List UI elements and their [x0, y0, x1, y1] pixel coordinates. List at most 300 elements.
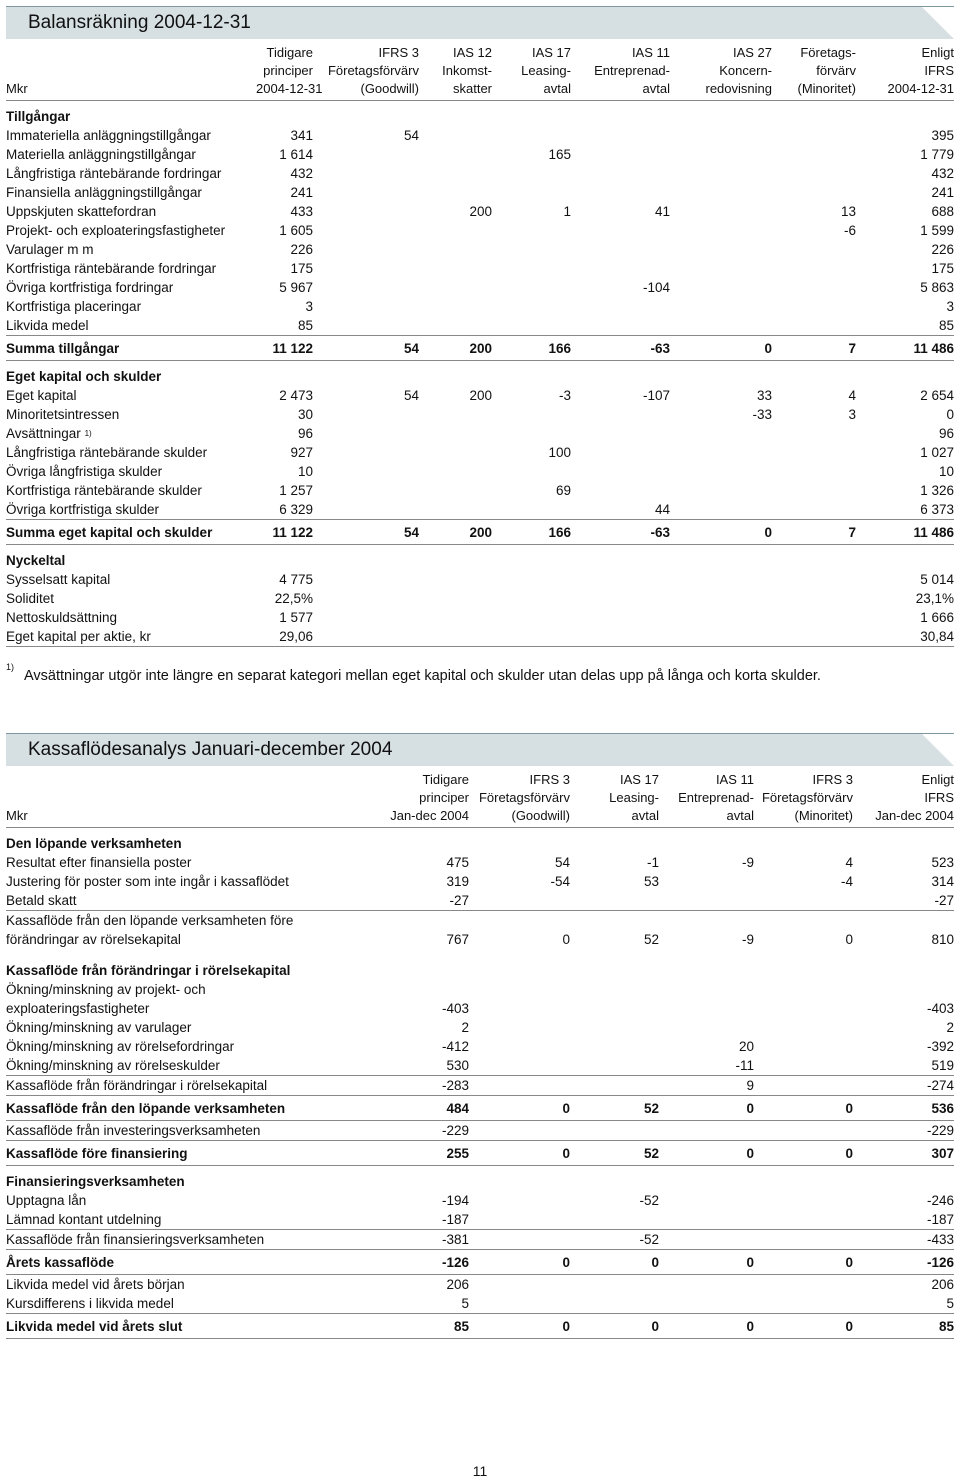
cell-value-text: 688: [931, 204, 954, 219]
row-label: [6, 424, 256, 443]
cell-value: [469, 1037, 570, 1056]
table-row: [6, 278, 954, 297]
cell-value: [336, 1018, 469, 1037]
cell-value: [571, 500, 670, 520]
cell-value: [856, 278, 954, 297]
cell-value: [492, 608, 571, 627]
cell-value-text: 100: [548, 445, 571, 460]
cell-value: [419, 520, 492, 545]
cell-value: [256, 627, 313, 647]
cell-value: [670, 259, 772, 278]
footnote-text: Avsättningar utgör inte längre en separat kategori mellan eget kapital och skulder utan delas upp på långa och korta skulder.: [24, 667, 821, 684]
row-label: [6, 1018, 336, 1037]
column-header: Företagsförvärv: [761, 790, 853, 805]
cell-value: [492, 570, 571, 589]
cell-value: [256, 608, 313, 627]
cell-value: [670, 126, 772, 145]
cell-value-text: 519: [931, 1058, 954, 1073]
cell-value: [670, 627, 772, 647]
column-header: Inkomst-: [442, 63, 492, 78]
column-header: IAS 27: [732, 45, 772, 60]
cell-value-text: 0: [845, 1146, 853, 1161]
table-row: [6, 405, 954, 424]
column-header: Mkr: [6, 80, 256, 101]
cell-value: [469, 1314, 570, 1339]
row-label: [6, 1191, 336, 1210]
cell-value: [856, 424, 954, 443]
row-label: [6, 627, 256, 647]
cell-value: [772, 361, 856, 387]
cell-value-text: -54: [550, 874, 570, 889]
cell-value: [853, 1250, 954, 1275]
cell-value: [336, 999, 469, 1018]
cell-value-text: 29,06: [279, 629, 313, 644]
row-label: [6, 101, 256, 127]
balance-sheet-title: Balansräkning 2004-12-31: [28, 12, 251, 33]
row-label-text: Kursdifferens i likvida medel: [6, 1296, 174, 1311]
cell-value: [336, 1096, 469, 1121]
cell-value: [772, 608, 856, 627]
cell-value: [670, 316, 772, 336]
cell-value-text: 0: [845, 1101, 853, 1116]
cell-value-text: -194: [441, 1193, 469, 1208]
cell-value: [856, 126, 954, 145]
cell-value: [256, 240, 313, 259]
table-row: [6, 627, 954, 647]
cell-value-text: -283: [441, 1078, 469, 1093]
cell-value: [570, 955, 659, 980]
cell-value-text: 0: [746, 1255, 754, 1270]
cell-value-text: 54: [554, 855, 570, 870]
cell-value: [659, 1037, 754, 1056]
cell-value: [571, 126, 670, 145]
cell-value: [670, 145, 772, 164]
column-header: 2004-12-31: [856, 80, 954, 101]
cell-value: [256, 278, 313, 297]
cell-value-text: 30: [297, 407, 313, 422]
cell-value: [659, 1210, 754, 1230]
cell-value: [570, 1141, 659, 1166]
cell-value-text: -126: [926, 1255, 954, 1270]
row-label: [6, 164, 256, 183]
cell-value: [492, 316, 571, 336]
cell-value: [856, 608, 954, 627]
cell-value-text: 54: [403, 525, 419, 540]
cell-value: [570, 980, 659, 999]
row-label: [6, 1314, 336, 1339]
title-corner-cut: [922, 7, 954, 39]
cell-value-text: 52: [643, 1101, 659, 1116]
cell-value-text: -52: [639, 1232, 659, 1247]
row-label: [6, 1037, 336, 1056]
cell-value: [659, 1018, 754, 1037]
cell-value-text: 395: [931, 128, 954, 143]
cell-value: [492, 386, 571, 405]
cell-value: [853, 1166, 954, 1192]
cell-value: [571, 520, 670, 545]
cell-value-text: 200: [469, 204, 492, 219]
cell-value: [570, 1230, 659, 1250]
cell-value-text: 433: [290, 204, 313, 219]
cell-value: [492, 101, 571, 127]
row-label-text: Kortfristiga placeringar: [6, 299, 142, 314]
cell-value: [772, 101, 856, 127]
cell-value: [313, 316, 419, 336]
cell-value: [571, 164, 670, 183]
cashflow-section: [6, 733, 954, 1339]
cell-value: [336, 891, 469, 911]
cell-value: [670, 520, 772, 545]
row-label-text: Likvida medel vid årets början: [6, 1277, 185, 1292]
cell-value: [256, 164, 313, 183]
row-label-text: Materiella anläggningstillgångar: [6, 147, 196, 162]
table-row: [6, 999, 954, 1018]
cell-value: [853, 1037, 954, 1056]
column-header: avtal: [659, 807, 754, 828]
column-header: Företagsförvärv: [327, 63, 419, 78]
table-row: [6, 240, 954, 259]
cell-value-text: 484: [446, 1101, 469, 1116]
cell-value: [256, 221, 313, 240]
cell-value-text: 22,5%: [274, 591, 313, 606]
row-label: [6, 1250, 336, 1275]
row-label: [6, 1056, 336, 1076]
cell-value: [659, 1250, 754, 1275]
cell-value: [772, 278, 856, 297]
column-header: principer: [263, 63, 313, 78]
cell-value: [856, 443, 954, 462]
cell-value-text: 7: [848, 525, 856, 540]
cell-value: [492, 589, 571, 608]
cell-value-text: -27: [934, 893, 954, 908]
cell-value-text: 85: [938, 318, 954, 333]
cell-value: [336, 955, 469, 980]
cell-value-text: 206: [931, 1277, 954, 1292]
column-header: Tidigare: [266, 45, 313, 60]
cell-value: [571, 386, 670, 405]
cell-value: [659, 828, 754, 854]
cell-value: [853, 891, 954, 911]
cell-value: [772, 126, 856, 145]
cell-value: [856, 570, 954, 589]
cell-value: [659, 999, 754, 1018]
table-row: [6, 930, 954, 949]
header-row: [6, 80, 954, 101]
table-row: [6, 980, 954, 999]
cell-value-text: 165: [548, 147, 571, 162]
cell-value: [313, 386, 419, 405]
cell-value: [659, 1191, 754, 1210]
cell-value: [754, 999, 853, 1018]
cashflow-title: Kassaflödesanalys Januari-december 2004: [28, 739, 393, 760]
table-row: [6, 853, 954, 872]
cell-value: [571, 570, 670, 589]
cell-value: [336, 1056, 469, 1076]
cell-value: [670, 443, 772, 462]
cell-value-text: -381: [441, 1232, 469, 1247]
cell-value: [570, 1191, 659, 1210]
cell-value: [670, 240, 772, 259]
cell-value-text: -3: [558, 388, 571, 403]
table-row: [6, 1275, 954, 1295]
row-label-text: Projekt- och exploateringsfastigheter: [6, 223, 226, 238]
cell-value: [659, 1166, 754, 1192]
row-label: [6, 297, 256, 316]
row-label: [6, 1096, 336, 1121]
cell-value: [419, 145, 492, 164]
cell-value: [492, 164, 571, 183]
cell-value: [772, 386, 856, 405]
header-row: [6, 789, 954, 807]
table-row: [6, 608, 954, 627]
column-header: avtal: [571, 80, 670, 101]
cell-value: [419, 240, 492, 259]
table-row: [6, 481, 954, 500]
cell-value: [492, 297, 571, 316]
cell-value: [571, 183, 670, 202]
cell-value: [772, 336, 856, 361]
cell-value-text: 200: [469, 525, 492, 540]
cell-value: [670, 202, 772, 221]
cell-value-text: 10: [938, 464, 954, 479]
cell-value: [492, 500, 571, 520]
cell-value-text: 523: [931, 855, 954, 870]
cell-value: [492, 278, 571, 297]
column-header: Företagsförvärv: [478, 790, 570, 805]
cell-value-text: 1 599: [920, 223, 954, 238]
row-label: [6, 1166, 336, 1192]
cell-value: [772, 202, 856, 221]
cell-value: [570, 1314, 659, 1339]
total-row: [6, 1250, 954, 1275]
column-header: avtal: [570, 807, 659, 828]
row-label: [6, 1076, 336, 1096]
cell-value-text: 9: [746, 1078, 754, 1093]
row-label: [6, 1230, 336, 1250]
cell-value: [336, 1166, 469, 1192]
row-label: [6, 570, 256, 589]
cell-value: [336, 980, 469, 999]
row-label-text: Likvida medel vid årets slut: [6, 1319, 183, 1334]
cell-value-text: 810: [931, 932, 954, 947]
cell-value: [313, 627, 419, 647]
cell-value: [469, 1096, 570, 1121]
cell-value: [571, 361, 670, 387]
cell-value: [670, 101, 772, 127]
cell-value-text: 0: [746, 1146, 754, 1161]
cell-value: [754, 1056, 853, 1076]
cell-value-text: 2 654: [920, 388, 954, 403]
row-label: [6, 828, 336, 854]
cell-value-text: 1 605: [279, 223, 313, 238]
category-row: [6, 361, 954, 387]
cell-value-text: 5: [461, 1296, 469, 1311]
cell-value: [570, 872, 659, 891]
row-label-text: Långfristiga räntebärande skulder: [6, 445, 208, 460]
cell-value-text: 166: [548, 525, 571, 540]
row-label: [6, 980, 336, 999]
cell-value: [492, 424, 571, 443]
cell-value-text: 0: [746, 1101, 754, 1116]
cell-value: [772, 443, 856, 462]
cell-value: [772, 164, 856, 183]
cell-value: [754, 980, 853, 999]
cell-value: [754, 1076, 853, 1096]
cell-value: [754, 1230, 853, 1250]
cell-value-text: 314: [931, 874, 954, 889]
row-label-text: Uppskjuten skattefordran: [6, 204, 157, 219]
cell-value: [853, 872, 954, 891]
cell-value-text: 3: [946, 299, 954, 314]
cell-value-text: 5 014: [920, 572, 954, 587]
cell-value: [754, 1141, 853, 1166]
cell-value-text: -63: [650, 341, 670, 356]
cell-value: [571, 462, 670, 481]
cell-value: [419, 221, 492, 240]
cell-value: [336, 911, 469, 931]
cell-value-text: -6: [843, 223, 856, 238]
cell-value: [492, 336, 571, 361]
row-label: [6, 278, 256, 297]
cell-value: [772, 627, 856, 647]
cell-value: [256, 424, 313, 443]
cell-value: [469, 1250, 570, 1275]
cell-value: [659, 955, 754, 980]
cell-value-text: -104: [642, 280, 670, 295]
cell-value-text: 2: [946, 1020, 954, 1035]
balance-footnote: [6, 662, 954, 684]
cell-value: [659, 1141, 754, 1166]
cell-value: [754, 828, 853, 854]
cell-value: [570, 1275, 659, 1295]
table-row: [6, 145, 954, 164]
row-label: [6, 443, 256, 462]
column-header: [6, 789, 336, 807]
cell-value: [570, 1166, 659, 1192]
cell-value-text: 54: [403, 341, 419, 356]
cell-value: [659, 853, 754, 872]
cell-value: [853, 1056, 954, 1076]
cell-value: [256, 259, 313, 278]
cell-value: [853, 1141, 954, 1166]
cell-value: [469, 828, 570, 854]
cell-value-text: 1 326: [920, 483, 954, 498]
cell-value-text: 0: [845, 932, 853, 947]
cell-value: [492, 361, 571, 387]
column-header: IFRS 3: [529, 772, 570, 787]
cell-value-text: 11 122: [272, 525, 313, 540]
column-header: Enligt: [921, 772, 954, 787]
cell-value-text: 3: [305, 299, 313, 314]
cell-value-text: 200: [469, 388, 492, 403]
cell-value: [570, 1250, 659, 1275]
cell-value-text: 0: [651, 1319, 659, 1334]
cell-value: [419, 481, 492, 500]
cell-value-text: 23,1%: [915, 591, 954, 606]
row-label: [6, 911, 336, 931]
column-header: IAS 12: [452, 45, 492, 60]
cell-value: [853, 1294, 954, 1314]
cell-value: [754, 955, 853, 980]
table-row: [6, 259, 954, 278]
column-header: 2004-12-31: [256, 80, 313, 101]
cell-value: [313, 221, 419, 240]
cell-value: [772, 589, 856, 608]
row-label-text: Soliditet: [6, 591, 55, 606]
row-label: [6, 520, 256, 545]
cell-value: [313, 145, 419, 164]
category-row: [6, 545, 954, 571]
row-label: [6, 1121, 336, 1141]
cell-value-text: -187: [441, 1212, 469, 1227]
cell-value-text: 206: [446, 1277, 469, 1292]
subtotal-row: [6, 1076, 954, 1096]
row-label: [6, 145, 256, 164]
cell-value-text: 175: [931, 261, 954, 276]
cell-value: [419, 164, 492, 183]
cell-value: [469, 1191, 570, 1210]
cell-value: [570, 1076, 659, 1096]
column-header: Leasing-: [521, 63, 571, 78]
row-label: [6, 259, 256, 278]
cell-value: [336, 1076, 469, 1096]
cell-value: [419, 259, 492, 278]
cell-value: [659, 911, 754, 931]
cell-value: [492, 145, 571, 164]
cell-value-text: 44: [654, 502, 670, 517]
cell-value: [856, 316, 954, 336]
cell-value: [670, 545, 772, 571]
balance-sheet-section: [6, 6, 954, 647]
row-label: [6, 183, 256, 202]
row-label-text: Långfristiga räntebärande fordringar: [6, 166, 222, 181]
cell-value: [256, 589, 313, 608]
cell-value-text: 6 329: [279, 502, 313, 517]
cell-value-text: 30,84: [920, 629, 954, 644]
cell-value-text: -433: [926, 1232, 954, 1247]
row-label-text: Kassaflöde från den löpande verksamheten före: [6, 913, 294, 928]
row-label-text: Ökning/minskning av projekt- och: [6, 982, 206, 997]
cell-value: [336, 853, 469, 872]
cell-value: [659, 1294, 754, 1314]
cell-value-text: 96: [938, 426, 954, 441]
cell-value: [853, 1076, 954, 1096]
cell-value: [256, 101, 313, 127]
column-header: (Goodwill): [469, 807, 570, 828]
row-label-text: Kortfristiga räntebärande fordringar: [6, 261, 217, 276]
cell-value: [313, 101, 419, 127]
cell-value: [772, 520, 856, 545]
cell-value: [856, 627, 954, 647]
cell-value-text: 4 775: [279, 572, 313, 587]
row-label-text: Varulager m m: [6, 242, 94, 257]
cell-value: [754, 872, 853, 891]
row-label-text: Finansieringsverksamheten: [6, 1174, 185, 1189]
table-row: [6, 500, 954, 520]
cell-value-text: 53: [643, 874, 659, 889]
cell-value: [670, 183, 772, 202]
cell-value: [853, 1275, 954, 1295]
cell-value: [853, 911, 954, 931]
cell-value-text: 4: [845, 855, 853, 870]
cell-value: [492, 481, 571, 500]
cell-value-text: 3: [848, 407, 856, 422]
total-row: [6, 1314, 954, 1339]
cell-value: [754, 1191, 853, 1210]
cell-value: [772, 259, 856, 278]
cell-value: [419, 101, 492, 127]
cell-value-text: 85: [297, 318, 313, 333]
